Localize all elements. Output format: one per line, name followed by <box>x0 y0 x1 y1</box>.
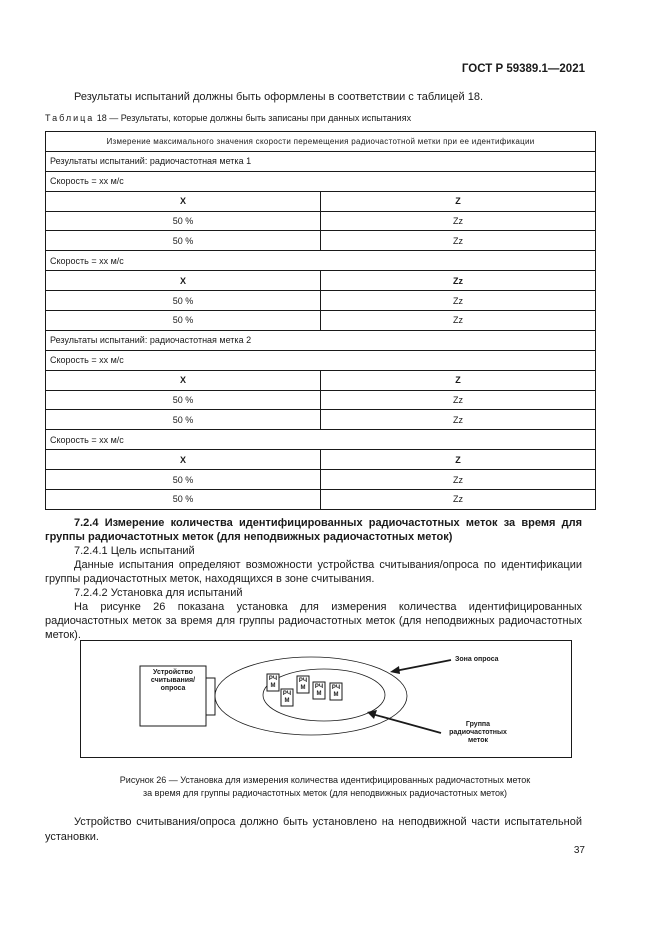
column-header-z: Z <box>321 191 596 211</box>
column-header-x: X <box>46 450 321 470</box>
final-paragraph-text: Устройство считывания/опроса должно быть установлено на неподвижной части испытательной установки. <box>45 816 582 843</box>
tag-label <box>313 684 325 698</box>
zone-arrow-head <box>390 666 400 674</box>
figure-caption <box>60 774 590 799</box>
cell-x: 50 % <box>46 410 321 430</box>
table-row <box>46 231 596 251</box>
final-paragraph <box>45 815 582 845</box>
zone-label: Зона опроса <box>455 656 499 663</box>
table-row <box>46 470 596 490</box>
tag-label-top: РЧ <box>268 676 278 682</box>
cell-x: 50 % <box>46 211 321 231</box>
speed-row: Скорость = хх м/с <box>46 430 596 450</box>
group-title: Результаты испытаний: радиочастотная метка 1 <box>46 151 596 171</box>
tag-label-bottom: М <box>284 698 290 704</box>
tag-label <box>281 691 293 705</box>
tag-label-top: РЧ <box>331 685 341 691</box>
column-header-z: Z <box>321 450 596 470</box>
cell-x: 50 % <box>46 390 321 410</box>
speed-row: Скорость = хх м/с <box>46 251 596 271</box>
figure-caption-line-1: Рисунок 26 — Установка для измерения количества идентифицированных радиочастотных меток <box>119 775 531 785</box>
cell-z: Zz <box>321 470 596 490</box>
results-table <box>45 131 596 510</box>
figure-26-diagram <box>80 640 572 758</box>
zone-arrow-line <box>395 660 451 671</box>
page-number: 37 <box>573 845 585 856</box>
tag-label-top: РЧ <box>314 684 324 690</box>
table-header: Измерение максимального значения скорости перемещения радиочастотной метки при ее идентификации <box>46 132 596 152</box>
section-heading: 7.2.4 Измерение количества идентифицированных радиочастотных меток за время для группы радиочастотных меток (для неподвижных радиочастотных меток) <box>45 517 582 543</box>
cell-z: Zz <box>321 231 596 251</box>
table-row <box>46 390 596 410</box>
tag-label <box>297 678 309 692</box>
column-header-x: X <box>46 191 321 211</box>
group-label: Группа радиочастотных меток <box>449 721 507 744</box>
figure-caption-line-2: за время для группы радиочастотных меток (для неподвижных радиочастотных меток) <box>143 787 507 798</box>
cell-x: 50 % <box>46 291 321 311</box>
subsection-text: На рисунке 26 показана установка для измерения количества идентифицированных радиочастотных меток за время для группы радиочастотных меток (для неподвижных радиочастотных меток). <box>45 601 582 641</box>
interrogation-zone-ellipse <box>215 657 407 735</box>
cell-x: 50 % <box>46 490 321 510</box>
subsection-title: 7.2.4.1 Цель испытаний <box>74 545 195 557</box>
cell-z: Zz <box>321 390 596 410</box>
section-7-2-4 <box>45 516 582 642</box>
subsection-title: 7.2.4.2 Установка для испытаний <box>74 587 243 599</box>
group-arrow-head <box>367 710 377 719</box>
column-header-x: X <box>46 271 321 291</box>
antenna-box <box>206 678 215 715</box>
tag-label <box>267 676 279 690</box>
cell-z: Zz <box>321 490 596 510</box>
cell-z: Zz <box>321 311 596 331</box>
cell-x: 50 % <box>46 311 321 331</box>
column-header-x: X <box>46 370 321 390</box>
tag-label-bottom: М <box>300 685 306 691</box>
table-caption-prefix: Таблица <box>45 113 95 123</box>
tag-label-top: РЧ <box>282 691 292 697</box>
intro-paragraph: Результаты испытаний должны быть оформлены в соответствии с таблицей 18. <box>74 91 484 103</box>
document-id: ГОСТ Р 59389.1—2021 <box>461 63 585 75</box>
table-caption <box>45 113 411 123</box>
tag-label <box>330 685 342 699</box>
table-row <box>46 211 596 231</box>
table-row <box>46 490 596 510</box>
tag-label-bottom: М <box>316 691 322 697</box>
table-caption-text: 18 — Результаты, которые должны быть записаны при данных испытаниях <box>94 113 412 123</box>
group-arrow-line <box>372 714 441 733</box>
group-title: Результаты испытаний: радиочастотная метка 2 <box>46 330 596 350</box>
tag-label-top: РЧ <box>298 678 308 684</box>
table-row <box>46 311 596 331</box>
tag-label-bottom: М <box>333 692 339 698</box>
table-row <box>46 410 596 430</box>
reader-device-label: Устройство считывания/ опроса <box>150 669 196 692</box>
cell-x: 50 % <box>46 470 321 490</box>
cell-x: 50 % <box>46 231 321 251</box>
cell-z: Zz <box>321 410 596 430</box>
column-header-z: Zz <box>321 271 596 291</box>
cell-z: Zz <box>321 291 596 311</box>
speed-row: Скорость = хх м/с <box>46 171 596 191</box>
tag-label-bottom: М <box>270 683 276 689</box>
subsection-text: Данные испытания определяют возможности устройства считывания/опроса по идентификации группы радиочастотных меток, находящихся в зоне считывания. <box>45 559 582 585</box>
table-row <box>46 291 596 311</box>
speed-row: Скорость = хх м/с <box>46 350 596 370</box>
column-header-z: Z <box>321 370 596 390</box>
cell-z: Zz <box>321 211 596 231</box>
